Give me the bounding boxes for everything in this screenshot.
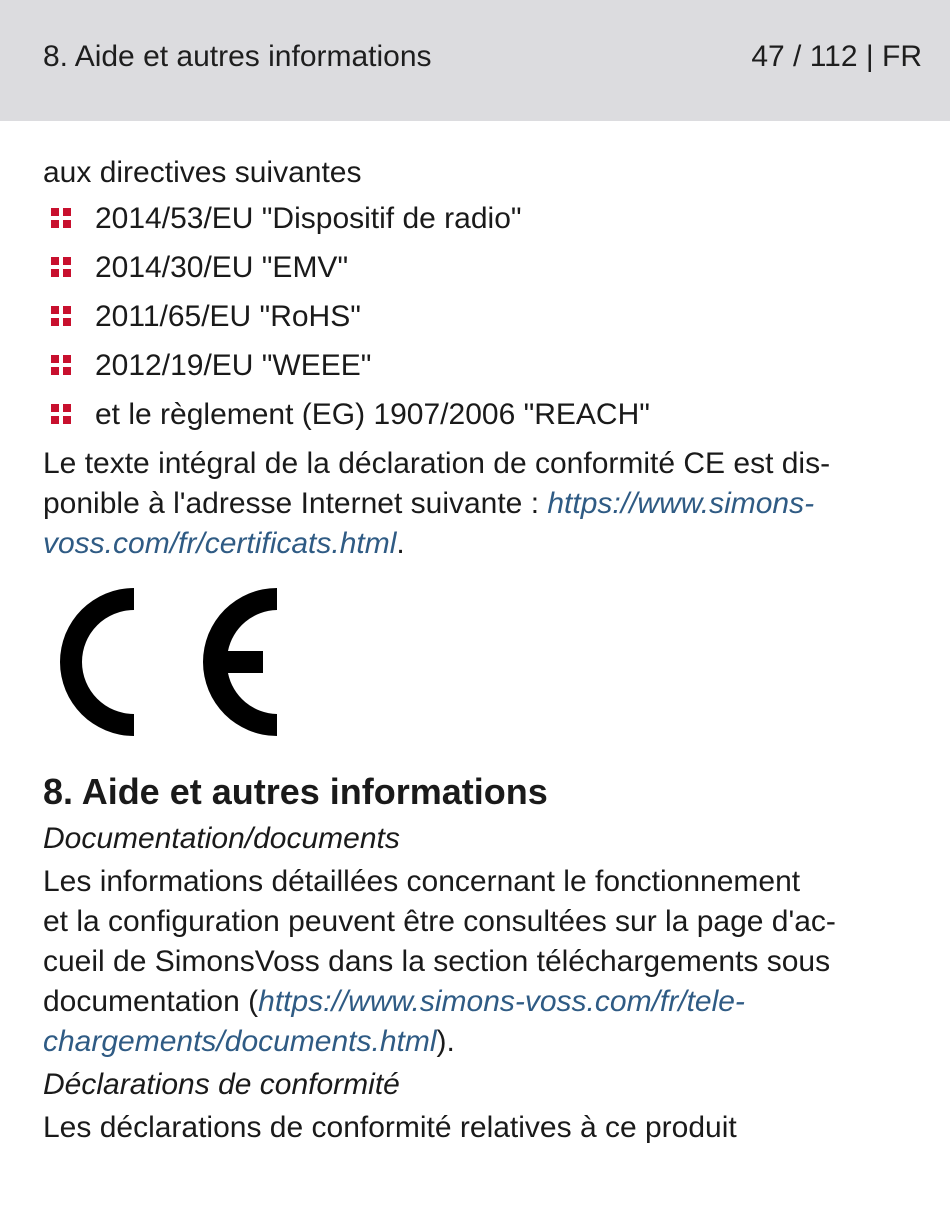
header-page-info: 47 / 112 | FR: [751, 40, 922, 73]
directive-text: 2014/30/EU "EMV": [95, 251, 349, 284]
list-item: [43, 248, 918, 297]
bullet-icon: [51, 355, 71, 375]
declaration-line2: ponible à l'adresse Internet suivante :: [43, 487, 548, 520]
conformity-text: Les déclarations de conformité relatives à ce produit: [43, 1111, 737, 1144]
directive-text: et le règlement (EG) 1907/2006 "REACH": [95, 398, 650, 431]
page-header: [0, 0, 950, 121]
bullet-icon: [51, 257, 71, 277]
downloads-link-part1: https://www.simons-voss.com/fr/tele-: [258, 985, 745, 1018]
header-section-title: 8. Aide et autres informations: [43, 40, 432, 73]
list-item: [43, 346, 918, 395]
directives-list: [43, 199, 918, 444]
directive-text: 2011/65/EU "RoHS": [95, 300, 361, 333]
declaration-suffix: .: [396, 527, 405, 560]
documentation-line3: cueil de SimonsVoss dans la section téléchargements sous: [43, 945, 831, 978]
documentation-line2: et la configuration peuvent être consultées sur la page d'ac-: [43, 905, 836, 938]
certificates-link-part2: voss.com/fr/certificats.html: [43, 527, 397, 560]
bullet-icon: [51, 404, 71, 424]
list-item: [43, 395, 918, 444]
page-content: [43, 153, 918, 1148]
declaration-line1: Le texte intégral de la déclaration de conformité CE est dis-: [43, 447, 831, 480]
downloads-link-part2: chargements/documents.html: [43, 1025, 437, 1058]
bullet-icon: [51, 208, 71, 228]
documentation-line4: documentation (: [43, 985, 259, 1018]
list-item: [43, 297, 918, 346]
bullet-icon: [51, 306, 71, 326]
conformity-subheading: Déclarations de conformité: [43, 1068, 400, 1101]
documentation-subheading: Documentation/documents: [43, 822, 400, 855]
ce-mark-logo: [43, 578, 279, 746]
directive-text: 2012/19/EU "WEEE": [95, 349, 372, 382]
directives-intro: aux directives suivantes: [43, 156, 362, 189]
declaration-paragraph: [43, 444, 918, 564]
list-item: [43, 199, 918, 248]
section-heading: 8. Aide et autres informations: [43, 771, 548, 812]
directive-text: 2014/53/EU "Dispositif de radio": [95, 202, 522, 235]
documentation-line1: Les informations détaillées concernant le fonctionnement: [43, 865, 801, 898]
documentation-paragraph: [43, 862, 918, 1062]
documentation-suffix: ).: [436, 1025, 455, 1058]
certificates-link-part1: https://www.simons-: [547, 487, 815, 520]
